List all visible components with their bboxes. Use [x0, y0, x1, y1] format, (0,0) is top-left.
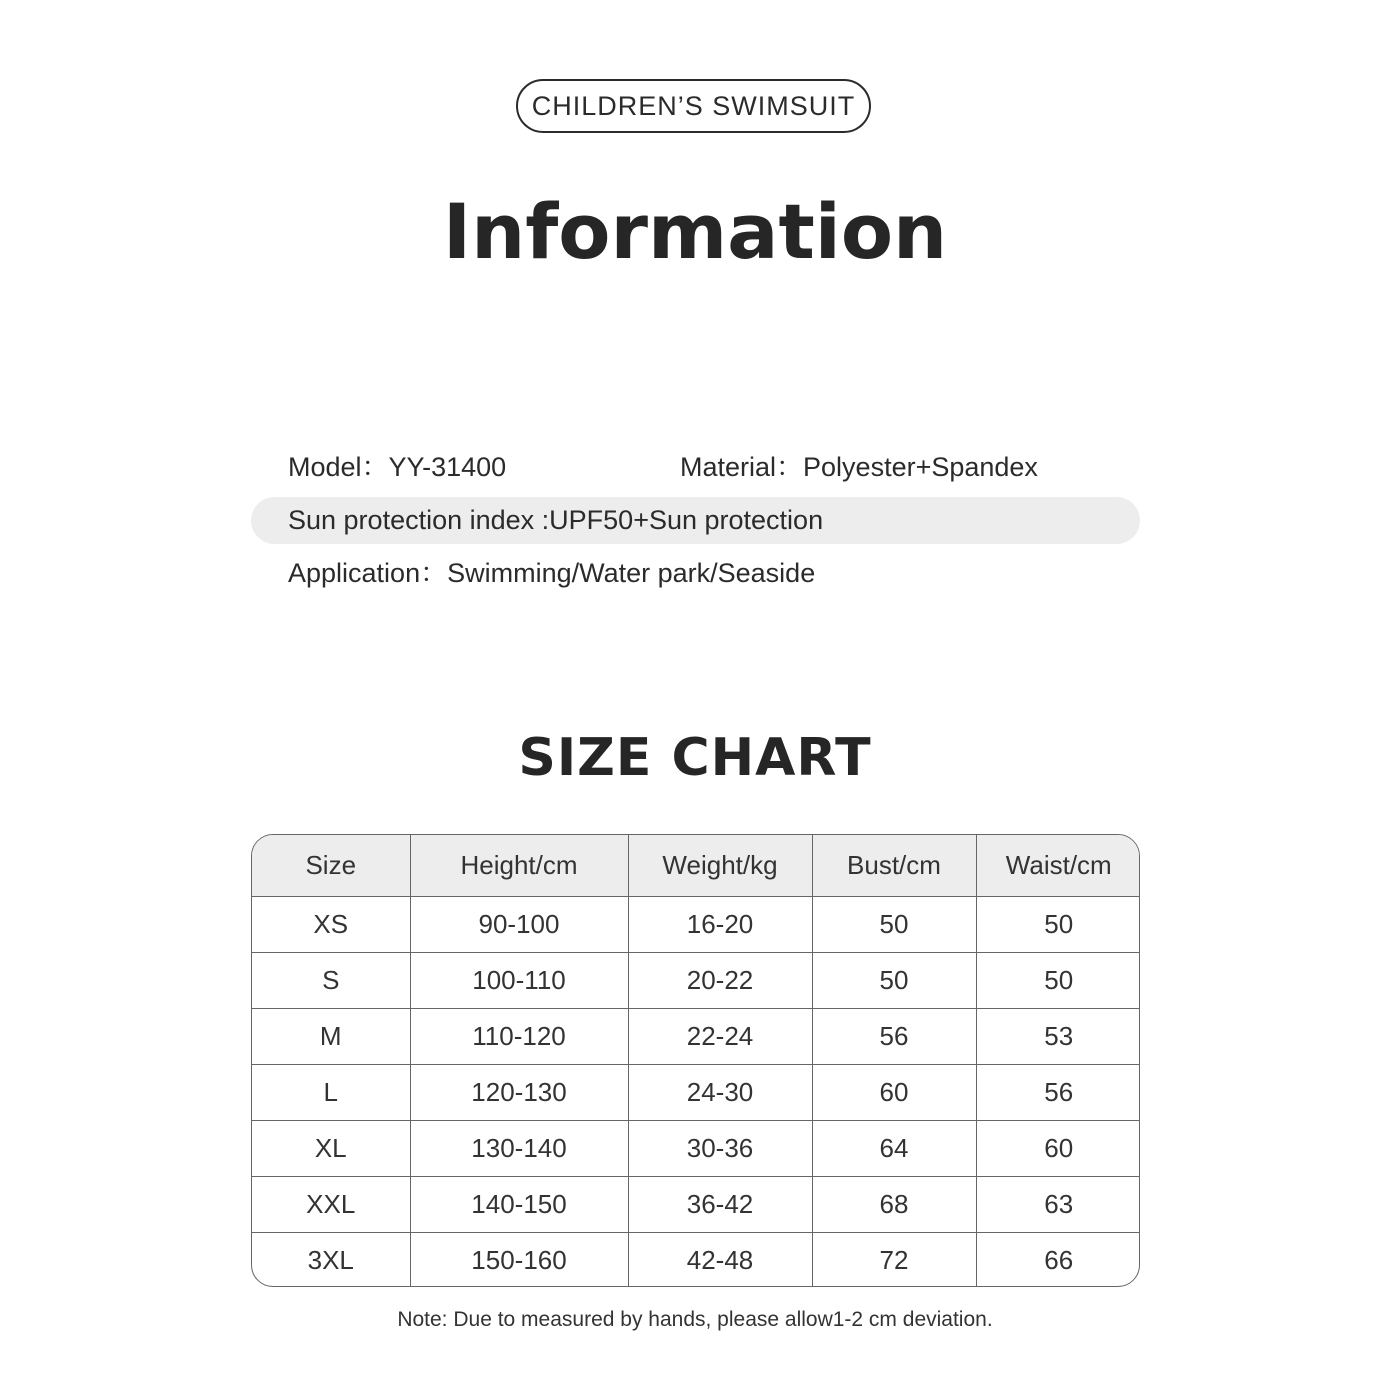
- waist-cell: 50: [976, 896, 1140, 952]
- weight-cell: 20-22: [628, 952, 812, 1008]
- size-cell: XS: [252, 896, 410, 952]
- weight-cell: 24-30: [628, 1064, 812, 1120]
- height-cell: 120-130: [410, 1064, 628, 1120]
- size-chart-table: [252, 835, 1140, 1287]
- bust-cell: 68: [812, 1176, 976, 1232]
- column-header-weight: Weight/kg: [628, 835, 812, 896]
- table-row: [252, 1232, 1140, 1287]
- bust-cell: 64: [812, 1120, 976, 1176]
- height-cell: 130-140: [410, 1120, 628, 1176]
- bust-cell: 50: [812, 896, 976, 952]
- waist-cell: 53: [976, 1008, 1140, 1064]
- weight-cell: 42-48: [628, 1232, 812, 1287]
- product-category-badge: [516, 79, 871, 133]
- column-header-bust: Bust/cm: [812, 835, 976, 896]
- size-cell: M: [252, 1008, 410, 1064]
- material-info: Material：Polyester+Spandex: [680, 452, 1038, 482]
- waist-cell: 63: [976, 1176, 1140, 1232]
- size-cell: XXL: [252, 1176, 410, 1232]
- table-row: [252, 896, 1140, 952]
- height-cell: 110-120: [410, 1008, 628, 1064]
- waist-cell: 56: [976, 1064, 1140, 1120]
- height-cell: 150-160: [410, 1232, 628, 1287]
- waist-cell: 60: [976, 1120, 1140, 1176]
- size-chart-table-frame: [251, 834, 1140, 1287]
- height-cell: 90-100: [410, 896, 628, 952]
- bust-cell: 56: [812, 1008, 976, 1064]
- table-header-row: [252, 835, 1140, 896]
- product-category-label: CHILDREN’S SWIMSUIT: [531, 90, 856, 121]
- waist-cell: 50: [976, 952, 1140, 1008]
- height-cell: 100-110: [410, 952, 628, 1008]
- measurement-note: Note: Due to measured by hands, please allow1-2 cm deviation.: [397, 1308, 993, 1331]
- table-row: [252, 1176, 1140, 1232]
- application-info: Application：Swimming/Water park/Seaside: [288, 558, 816, 588]
- bust-cell: 50: [812, 952, 976, 1008]
- table-row: [252, 952, 1140, 1008]
- table-row: [252, 1008, 1140, 1064]
- table-row: [252, 1120, 1140, 1176]
- column-header-size: Size: [252, 835, 410, 896]
- size-cell: 3XL: [252, 1232, 410, 1287]
- size-chart-title: SIZE CHART: [518, 728, 872, 788]
- column-header-waist: Waist/cm: [976, 835, 1140, 896]
- weight-cell: 36-42: [628, 1176, 812, 1232]
- sun-protection-info: Sun protection index :UPF50+Sun protection: [288, 505, 824, 535]
- page-title: Information: [442, 187, 948, 276]
- waist-cell: 66: [976, 1232, 1140, 1287]
- size-cell: L: [252, 1064, 410, 1120]
- bust-cell: 72: [812, 1232, 976, 1287]
- size-cell: S: [252, 952, 410, 1008]
- bust-cell: 60: [812, 1064, 976, 1120]
- weight-cell: 16-20: [628, 896, 812, 952]
- column-header-height: Height/cm: [410, 835, 628, 896]
- model-info: Model：YY-31400: [288, 452, 507, 482]
- height-cell: 140-150: [410, 1176, 628, 1232]
- table-row: [252, 1064, 1140, 1120]
- weight-cell: 30-36: [628, 1120, 812, 1176]
- weight-cell: 22-24: [628, 1008, 812, 1064]
- size-cell: XL: [252, 1120, 410, 1176]
